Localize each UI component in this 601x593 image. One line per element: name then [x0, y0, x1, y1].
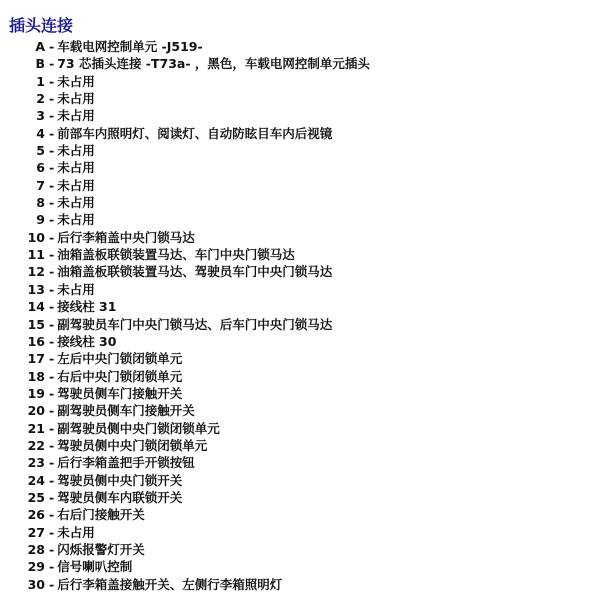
pin-description: 车载电网控制单元 -J519- [57, 39, 203, 54]
pin-label: 3 [36, 108, 45, 124]
separator-dash: - [49, 91, 55, 107]
list-item [0, 90, 370, 107]
separator-dash: - [49, 437, 55, 453]
separator-dash: - [49, 559, 55, 575]
list-item [0, 472, 370, 489]
pin-description: 驾驶员侧中央门锁闭锁单元 [57, 437, 208, 453]
list-item [0, 316, 370, 333]
separator-dash: - [49, 333, 55, 349]
list-item [0, 506, 370, 523]
separator-dash: - [49, 299, 55, 315]
list-item [0, 142, 370, 159]
separator-dash: - [49, 455, 55, 471]
list-item [0, 576, 370, 593]
pin-description: 未占用 [57, 524, 95, 540]
pin-label: 21 [27, 420, 45, 436]
separator-dash: - [49, 247, 55, 263]
pin-description: 右后中央门锁闭锁单元 [57, 368, 183, 384]
pin-description: 副驾驶员车门中央门锁马达、后车门中央门锁马达 [57, 316, 333, 332]
pin-label: 7 [36, 177, 45, 193]
pin-label: 13 [27, 281, 45, 297]
pin-label: 23 [27, 455, 45, 471]
separator-dash: - [49, 507, 55, 523]
list-item [0, 350, 370, 367]
pin-label: 18 [27, 368, 45, 384]
pin-label: 6 [36, 160, 45, 176]
pin-label: 16 [27, 333, 45, 349]
pin-description: 未占用 [57, 177, 95, 193]
pin-description: 油箱盖板联锁装置马达、驾驶员车门中央门锁马达 [57, 264, 333, 280]
pin-label: 11 [27, 247, 45, 263]
pin-label: 20 [27, 403, 45, 419]
list-item [0, 298, 370, 315]
list-item [0, 107, 370, 124]
separator-dash: - [49, 385, 55, 401]
pin-description: 未占用 [57, 160, 95, 176]
pin-label: 2 [36, 91, 45, 107]
pin-label: 27 [27, 524, 45, 540]
separator-dash: - [49, 489, 55, 505]
pin-description: 未占用 [57, 212, 95, 228]
pin-label: 19 [27, 385, 45, 401]
connector-pin-list [0, 38, 370, 593]
list-item [0, 229, 370, 246]
pin-description: 73 芯插头连接 -T73a- ，黑色，车载电网控制单元插头 [57, 56, 370, 72]
list-item [0, 385, 370, 402]
separator-dash: - [49, 195, 55, 211]
separator-dash: - [49, 576, 55, 592]
pin-description: 信号喇叭控制 [57, 559, 133, 575]
list-item [0, 38, 370, 55]
list-item [0, 281, 370, 298]
separator-dash: - [49, 524, 55, 540]
list-item [0, 211, 370, 228]
pin-label: A [35, 39, 45, 54]
pin-label: 1 [36, 73, 45, 89]
pin-description: 油箱盖板联锁装置马达、车门中央门锁马达 [57, 247, 295, 263]
pin-label: 26 [27, 507, 45, 523]
pin-description: 接线柱 30 [57, 333, 117, 349]
pin-description: 未占用 [57, 91, 95, 107]
list-item [0, 541, 370, 558]
pin-description: 驾驶员侧车门接触开关 [57, 385, 183, 401]
separator-dash: - [49, 420, 55, 436]
pin-description: 闪烁报警灯开关 [57, 541, 145, 557]
list-item [0, 333, 370, 350]
separator-dash: - [49, 177, 55, 193]
separator-dash: - [49, 281, 55, 297]
list-item [0, 73, 370, 90]
pin-label: 14 [27, 299, 45, 315]
pin-description: 未占用 [57, 108, 95, 124]
pin-description: 副驾驶员侧中央门锁闭锁单元 [57, 420, 220, 436]
pin-description: 未占用 [57, 73, 95, 89]
pin-description: 后行李箱盖接触开关、左侧行李箱照明灯 [57, 576, 283, 592]
pin-label: 8 [36, 195, 45, 211]
separator-dash: - [49, 541, 55, 557]
separator-dash: - [49, 472, 55, 488]
pin-label: 10 [27, 229, 45, 245]
list-item [0, 159, 370, 176]
list-item [0, 368, 370, 385]
pin-label: 29 [27, 559, 45, 575]
separator-dash: - [49, 108, 55, 124]
pin-description: 副驾驶员侧车门接触开关 [57, 403, 195, 419]
pin-label: 5 [36, 143, 45, 159]
list-item [0, 524, 370, 541]
list-item [0, 55, 370, 72]
list-item [0, 454, 370, 471]
pin-label: 17 [27, 351, 45, 367]
separator-dash: - [49, 143, 55, 159]
pin-label: 30 [27, 576, 45, 592]
pin-label: 25 [27, 489, 45, 505]
separator-dash: - [49, 56, 55, 72]
separator-dash: - [49, 39, 55, 54]
list-item [0, 263, 370, 280]
pin-description: 驾驶员侧中央门锁开关 [57, 472, 183, 488]
pin-label: 15 [27, 316, 45, 332]
pin-label: 28 [27, 541, 45, 557]
pin-label: 24 [27, 472, 45, 488]
page-title: 插头连接 [9, 16, 74, 35]
separator-dash: - [49, 403, 55, 419]
separator-dash: - [49, 212, 55, 228]
separator-dash: - [49, 264, 55, 280]
list-item [0, 437, 370, 454]
list-item [0, 558, 370, 575]
pin-description: 驾驶员侧车内联锁开关 [57, 489, 183, 505]
pin-description: 右后门接触开关 [57, 507, 145, 523]
separator-dash: - [49, 316, 55, 332]
separator-dash: - [49, 368, 55, 384]
pin-description: 未占用 [57, 195, 95, 211]
separator-dash: - [49, 73, 55, 89]
pin-label: B [35, 56, 45, 72]
pin-description: 未占用 [57, 143, 95, 159]
list-item [0, 125, 370, 142]
pin-description: 未占用 [57, 281, 95, 297]
list-item [0, 246, 370, 263]
pin-description: 后行李箱盖中央门锁马达 [57, 229, 195, 245]
pin-label: 22 [27, 437, 45, 453]
list-item [0, 420, 370, 437]
separator-dash: - [49, 229, 55, 245]
pin-label: 4 [36, 125, 45, 141]
separator-dash: - [49, 351, 55, 367]
pin-description: 前部车内照明灯、阅读灯、自动防眩目车内后视镜 [57, 125, 333, 141]
list-item [0, 177, 370, 194]
list-item [0, 489, 370, 506]
pin-label: 12 [27, 264, 45, 280]
separator-dash: - [49, 160, 55, 176]
pin-label: 9 [36, 212, 45, 228]
pin-description: 后行李箱盖把手开锁按钮 [57, 455, 195, 471]
pin-description: 接线柱 31 [57, 299, 117, 315]
list-item [0, 402, 370, 419]
separator-dash: - [49, 125, 55, 141]
list-item [0, 194, 370, 211]
pin-description: 左后中央门锁闭锁单元 [57, 351, 183, 367]
